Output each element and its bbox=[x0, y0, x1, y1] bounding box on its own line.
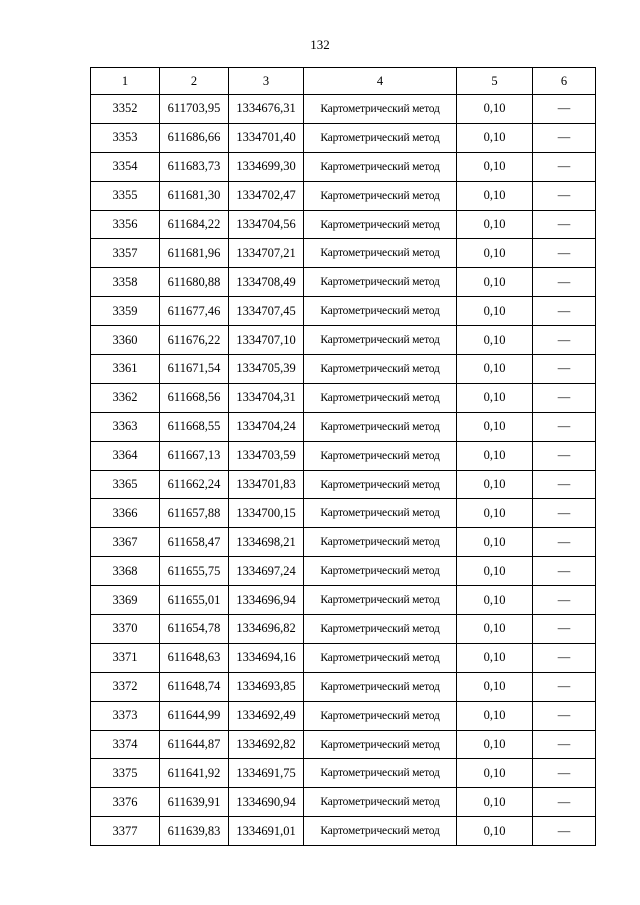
cell-method: Картометрический метод bbox=[304, 528, 457, 557]
cell-coord-x: 611686,66 bbox=[160, 123, 229, 152]
table-row bbox=[91, 297, 596, 326]
cell-coord-y: 1334703,59 bbox=[229, 441, 304, 470]
cell-note: — bbox=[533, 326, 596, 355]
cell-note: — bbox=[533, 528, 596, 557]
cell-coord-y: 1334697,24 bbox=[229, 557, 304, 586]
table-row bbox=[91, 788, 596, 817]
cell-coord-x: 611648,63 bbox=[160, 643, 229, 672]
cell-method: Картометрический метод bbox=[304, 210, 457, 239]
cell-note: — bbox=[533, 239, 596, 268]
cell-method: Картометрический метод bbox=[304, 152, 457, 181]
cell-method: Картометрический метод bbox=[304, 326, 457, 355]
header-col-5: 5 bbox=[457, 68, 533, 95]
cell-coord-y: 1334694,16 bbox=[229, 643, 304, 672]
cell-point-number: 3368 bbox=[91, 557, 160, 586]
cell-accuracy: 0,10 bbox=[457, 95, 533, 124]
cell-method: Картометрический метод bbox=[304, 672, 457, 701]
cell-note: — bbox=[533, 95, 596, 124]
cell-coord-y: 1334708,49 bbox=[229, 268, 304, 297]
cell-point-number: 3355 bbox=[91, 181, 160, 210]
header-col-2: 2 bbox=[160, 68, 229, 95]
cell-point-number: 3367 bbox=[91, 528, 160, 557]
cell-point-number: 3360 bbox=[91, 326, 160, 355]
cell-accuracy: 0,10 bbox=[457, 181, 533, 210]
table-row bbox=[91, 672, 596, 701]
table-row bbox=[91, 759, 596, 788]
cell-method: Картометрический метод bbox=[304, 759, 457, 788]
cell-coord-x: 611644,87 bbox=[160, 730, 229, 759]
cell-accuracy: 0,10 bbox=[457, 355, 533, 384]
cell-coord-y: 1334704,31 bbox=[229, 383, 304, 412]
cell-accuracy: 0,10 bbox=[457, 788, 533, 817]
cell-coord-x: 611703,95 bbox=[160, 95, 229, 124]
table-row bbox=[91, 412, 596, 441]
cell-coord-x: 611639,83 bbox=[160, 817, 229, 846]
table-row bbox=[91, 557, 596, 586]
cell-note: — bbox=[533, 586, 596, 615]
cell-accuracy: 0,10 bbox=[457, 643, 533, 672]
table-row bbox=[91, 181, 596, 210]
cell-accuracy: 0,10 bbox=[457, 701, 533, 730]
cell-method: Картометрический метод bbox=[304, 239, 457, 268]
table-row bbox=[91, 499, 596, 528]
cell-accuracy: 0,10 bbox=[457, 730, 533, 759]
cell-coord-x: 611641,92 bbox=[160, 759, 229, 788]
cell-coord-y: 1334707,10 bbox=[229, 326, 304, 355]
cell-method: Картометрический метод bbox=[304, 643, 457, 672]
cell-note: — bbox=[533, 441, 596, 470]
header-col-1: 1 bbox=[91, 68, 160, 95]
cell-method: Картометрический метод bbox=[304, 123, 457, 152]
cell-note: — bbox=[533, 383, 596, 412]
cell-note: — bbox=[533, 817, 596, 846]
cell-coord-y: 1334707,45 bbox=[229, 297, 304, 326]
cell-note: — bbox=[533, 730, 596, 759]
cell-note: — bbox=[533, 268, 596, 297]
cell-accuracy: 0,10 bbox=[457, 210, 533, 239]
header-col-6: 6 bbox=[533, 68, 596, 95]
cell-coord-x: 611680,88 bbox=[160, 268, 229, 297]
cell-point-number: 3375 bbox=[91, 759, 160, 788]
cell-method: Картометрический метод bbox=[304, 817, 457, 846]
table-row bbox=[91, 383, 596, 412]
cell-note: — bbox=[533, 499, 596, 528]
cell-coord-x: 611681,96 bbox=[160, 239, 229, 268]
cell-method: Картометрический метод bbox=[304, 586, 457, 615]
cell-accuracy: 0,10 bbox=[457, 152, 533, 181]
cell-point-number: 3365 bbox=[91, 470, 160, 499]
cell-accuracy: 0,10 bbox=[457, 297, 533, 326]
table-row bbox=[91, 817, 596, 846]
table-body bbox=[91, 95, 596, 846]
cell-point-number: 3359 bbox=[91, 297, 160, 326]
cell-coord-y: 1334698,21 bbox=[229, 528, 304, 557]
cell-coord-y: 1334691,01 bbox=[229, 817, 304, 846]
page-number: 132 bbox=[310, 37, 330, 52]
cell-point-number: 3362 bbox=[91, 383, 160, 412]
cell-note: — bbox=[533, 615, 596, 644]
cell-method: Картометрический метод bbox=[304, 441, 457, 470]
cell-method: Картометрический метод bbox=[304, 499, 457, 528]
cell-method: Картометрический метод bbox=[304, 383, 457, 412]
cell-coord-y: 1334700,15 bbox=[229, 499, 304, 528]
cell-coord-x: 611668,55 bbox=[160, 412, 229, 441]
cell-method: Картометрический метод bbox=[304, 615, 457, 644]
table-header-row bbox=[91, 68, 596, 95]
table-row bbox=[91, 239, 596, 268]
cell-coord-y: 1334704,56 bbox=[229, 210, 304, 239]
cell-coord-x: 611667,13 bbox=[160, 441, 229, 470]
cell-coord-y: 1334699,30 bbox=[229, 152, 304, 181]
cell-note: — bbox=[533, 297, 596, 326]
cell-coord-y: 1334701,83 bbox=[229, 470, 304, 499]
cell-coord-x: 611677,46 bbox=[160, 297, 229, 326]
cell-method: Картометрический метод bbox=[304, 95, 457, 124]
table-row bbox=[91, 152, 596, 181]
cell-point-number: 3363 bbox=[91, 412, 160, 441]
cell-coord-x: 611683,73 bbox=[160, 152, 229, 181]
cell-accuracy: 0,10 bbox=[457, 123, 533, 152]
cell-point-number: 3373 bbox=[91, 701, 160, 730]
cell-coord-x: 611681,30 bbox=[160, 181, 229, 210]
cell-point-number: 3371 bbox=[91, 643, 160, 672]
cell-note: — bbox=[533, 152, 596, 181]
cell-point-number: 3354 bbox=[91, 152, 160, 181]
cell-accuracy: 0,10 bbox=[457, 383, 533, 412]
cell-coord-x: 611639,91 bbox=[160, 788, 229, 817]
cell-coord-y: 1334692,82 bbox=[229, 730, 304, 759]
table-row bbox=[91, 355, 596, 384]
cell-method: Картометрический метод bbox=[304, 181, 457, 210]
cell-coord-y: 1334693,85 bbox=[229, 672, 304, 701]
cell-accuracy: 0,10 bbox=[457, 586, 533, 615]
cell-point-number: 3372 bbox=[91, 672, 160, 701]
cell-accuracy: 0,10 bbox=[457, 441, 533, 470]
cell-coord-y: 1334692,49 bbox=[229, 701, 304, 730]
cell-coord-y: 1334696,94 bbox=[229, 586, 304, 615]
cell-note: — bbox=[533, 759, 596, 788]
cell-method: Картометрический метод bbox=[304, 297, 457, 326]
cell-note: — bbox=[533, 123, 596, 152]
cell-accuracy: 0,10 bbox=[457, 615, 533, 644]
cell-coord-y: 1334696,82 bbox=[229, 615, 304, 644]
cell-coord-y: 1334702,47 bbox=[229, 181, 304, 210]
cell-method: Картометрический метод bbox=[304, 268, 457, 297]
cell-coord-x: 611662,24 bbox=[160, 470, 229, 499]
cell-method: Картометрический метод bbox=[304, 355, 457, 384]
cell-coord-x: 611655,75 bbox=[160, 557, 229, 586]
cell-method: Картометрический метод bbox=[304, 701, 457, 730]
cell-accuracy: 0,10 bbox=[457, 239, 533, 268]
cell-point-number: 3353 bbox=[91, 123, 160, 152]
cell-point-number: 3356 bbox=[91, 210, 160, 239]
cell-point-number: 3364 bbox=[91, 441, 160, 470]
coordinates-table bbox=[90, 67, 596, 846]
cell-coord-x: 611684,22 bbox=[160, 210, 229, 239]
cell-coord-x: 611644,99 bbox=[160, 701, 229, 730]
table-row bbox=[91, 95, 596, 124]
table-row bbox=[91, 123, 596, 152]
cell-note: — bbox=[533, 470, 596, 499]
cell-note: — bbox=[533, 557, 596, 586]
table-row bbox=[91, 730, 596, 759]
cell-note: — bbox=[533, 701, 596, 730]
cell-coord-y: 1334705,39 bbox=[229, 355, 304, 384]
table-row bbox=[91, 586, 596, 615]
cell-accuracy: 0,10 bbox=[457, 412, 533, 441]
cell-point-number: 3370 bbox=[91, 615, 160, 644]
cell-coord-x: 611655,01 bbox=[160, 586, 229, 615]
table-row bbox=[91, 643, 596, 672]
cell-method: Картометрический метод bbox=[304, 557, 457, 586]
table-row bbox=[91, 701, 596, 730]
cell-point-number: 3369 bbox=[91, 586, 160, 615]
table-row bbox=[91, 615, 596, 644]
header-col-4: 4 bbox=[304, 68, 457, 95]
cell-point-number: 3377 bbox=[91, 817, 160, 846]
cell-accuracy: 0,10 bbox=[457, 557, 533, 586]
cell-coord-y: 1334690,94 bbox=[229, 788, 304, 817]
cell-coord-y: 1334701,40 bbox=[229, 123, 304, 152]
cell-coord-y: 1334707,21 bbox=[229, 239, 304, 268]
cell-accuracy: 0,10 bbox=[457, 759, 533, 788]
header-col-3: 3 bbox=[229, 68, 304, 95]
cell-point-number: 3357 bbox=[91, 239, 160, 268]
cell-accuracy: 0,10 bbox=[457, 672, 533, 701]
cell-accuracy: 0,10 bbox=[457, 326, 533, 355]
cell-coord-x: 611648,74 bbox=[160, 672, 229, 701]
cell-note: — bbox=[533, 788, 596, 817]
cell-accuracy: 0,10 bbox=[457, 268, 533, 297]
cell-note: — bbox=[533, 643, 596, 672]
cell-coord-x: 611657,88 bbox=[160, 499, 229, 528]
cell-point-number: 3366 bbox=[91, 499, 160, 528]
cell-note: — bbox=[533, 412, 596, 441]
table-row bbox=[91, 210, 596, 239]
table-row bbox=[91, 528, 596, 557]
cell-method: Картометрический метод bbox=[304, 730, 457, 759]
table-row bbox=[91, 268, 596, 297]
cell-accuracy: 0,10 bbox=[457, 470, 533, 499]
cell-point-number: 3352 bbox=[91, 95, 160, 124]
cell-note: — bbox=[533, 355, 596, 384]
cell-point-number: 3361 bbox=[91, 355, 160, 384]
cell-note: — bbox=[533, 672, 596, 701]
cell-coord-y: 1334704,24 bbox=[229, 412, 304, 441]
cell-coord-x: 611658,47 bbox=[160, 528, 229, 557]
cell-method: Картометрический метод bbox=[304, 470, 457, 499]
cell-method: Картометрический метод bbox=[304, 788, 457, 817]
cell-point-number: 3358 bbox=[91, 268, 160, 297]
cell-coord-x: 611668,56 bbox=[160, 383, 229, 412]
cell-coord-x: 611654,78 bbox=[160, 615, 229, 644]
cell-coord-y: 1334691,75 bbox=[229, 759, 304, 788]
cell-coord-x: 611671,54 bbox=[160, 355, 229, 384]
cell-method: Картометрический метод bbox=[304, 412, 457, 441]
table-row bbox=[91, 326, 596, 355]
cell-accuracy: 0,10 bbox=[457, 528, 533, 557]
cell-note: — bbox=[533, 181, 596, 210]
cell-point-number: 3376 bbox=[91, 788, 160, 817]
cell-coord-y: 1334676,31 bbox=[229, 95, 304, 124]
cell-point-number: 3374 bbox=[91, 730, 160, 759]
cell-note: — bbox=[533, 210, 596, 239]
cell-accuracy: 0,10 bbox=[457, 817, 533, 846]
table-row bbox=[91, 441, 596, 470]
table-row bbox=[91, 470, 596, 499]
cell-accuracy: 0,10 bbox=[457, 499, 533, 528]
cell-coord-x: 611676,22 bbox=[160, 326, 229, 355]
